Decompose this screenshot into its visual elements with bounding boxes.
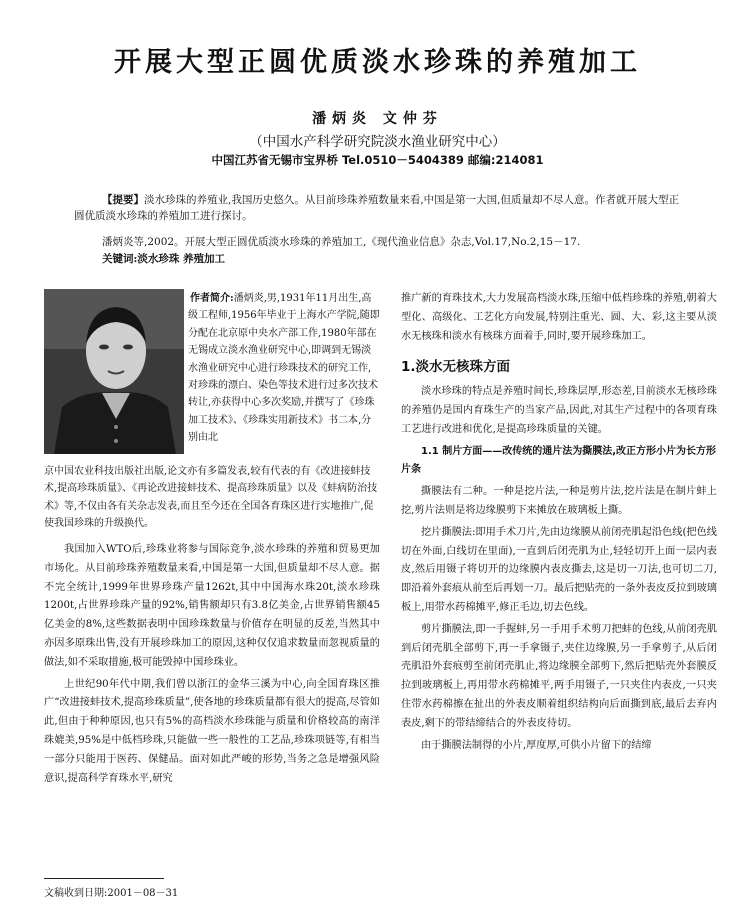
body-paragraph: 撕膜法有二种。一种是挖片法,一种是剪片法,挖片法是在制片蚌上挖,剪片法则是将边缘膜剪下来摊放在玻璃板上撕。 xyxy=(401,486,717,516)
page-title: 开展大型正圆优质淡水珍珠的养殖加工 xyxy=(114,47,641,78)
bio-continued: 京中国农业科技出版社出版,论文亦有多篇发表,较有代表的有《改进接蚌技术,提高珍珠质量》、《再论改进接蚌技术、提高珍珠质量》以及《蚌病防治技术》等,不仅由各有关杂志发表,而且至今还在全国各育珠区进行实地推广,促使我国珍珠的升级换代。 xyxy=(44,466,378,530)
address: 中国江苏省无锡市宝界桥 Tel.0510－5404389 邮编:214081 xyxy=(211,153,544,167)
bio-label: 作者简介: xyxy=(190,293,234,304)
body-paragraph: 由于撕膜法制得的小片,厚度厚,可供小片留下的结缔 xyxy=(421,739,652,751)
abstract-text: 淡水珍珠的养殖业,我国历史悠久。从目前珍珠养殖数量来看,中国是第一大国,但质量却不尽人意。作者就开展大型正圆优质淡水珍珠的养殖加工进行探讨。 xyxy=(74,194,680,222)
abstract xyxy=(74,192,684,224)
left-column xyxy=(44,541,380,791)
body-paragraph: 我国加入WTO后,珍珠业将参与国际竞争,淡水珍珠的养殖和贸易更加市场化。从目前珍珠养殖数量来看,中国是第一大国,但质量却不尽人意。据不完全统计,1999年世界珍珠产量1262t,其中中国海水珠20t,淡水珍珠1200t,占世界珍珠产量的92%,销售额却只有3.8亿美金,占世界销售额45亿美金的8%,这些数据表明中国珍珠数量与价值存在明显的反差,当然其中亦因多原珠出售,没有开展珍珠加工的原因,这种仅仅追求数量而忽视质量的做法,如不采取措施,极可能毁掉中国珍珠业。 xyxy=(44,544,380,668)
citation: 潘炳炎等,2002。开展大型正圆优质淡水珍珠的养殖加工,《现代渔业信息》杂志,Vol.17,No.2,15－17. xyxy=(102,236,581,248)
received-date: 文稿收到日期:2001－08－31 xyxy=(44,888,179,899)
body-paragraph: 推广新的育珠技术,大力发展高档淡水珠,压缩中低档珍珠的养殖,朝着大型化、高级化、工艺化方向发展,特别注重光、圆、大、彩,这主要从淡水无核珠和淡水有核珠方面着手,同时,要开展珍珠加工。 xyxy=(401,293,717,342)
body-paragraph: 挖片撕膜法:即用手术刀片,先由边缘膜从前闭壳肌起沿色线(把色线切在外面,白线切在里面),一直到后闭壳肌为止,轻轻切开上面一层内表皮,然后用镊子将切开的边缘膜内表皮撕去,这是切一刀法,也可切二刀,即沿着外套痕从前至后再划一刀。最后把贴壳的一条外表皮反拉到玻璃板上,用带水药棉摊平,修正毛边,切去色线。 xyxy=(401,526,717,613)
portrait-icon xyxy=(44,289,184,454)
authors: 潘炳炎 文仲芬 xyxy=(312,111,443,127)
subsection-heading: 1.1 制片方面——改传统的通片法为撕膜法,改正方形小片为长方形片条 xyxy=(401,445,716,476)
keywords: 关键词:淡水珍珠 养殖加工 xyxy=(102,253,226,265)
right-column xyxy=(401,290,717,758)
bio-text: 潘炳炎,男,1931年11月出生,高级工程师,1956年毕业于上海水产学院,随即分配在北京原中央水产部工作,1980年部在无锡成立淡水渔业研究中心,即调到无锡淡水渔业研究中心进行珍珠技术的研究工作,对珍珠的漂白、染色等技术进行过多次技术转让,亦获得中心多次奖励,并撰写了《珍珠加工技术》、《珍珠实用新技术》书二本,分别由北 xyxy=(188,293,380,444)
author-portrait xyxy=(44,289,184,454)
body-paragraph: 上世纪90年代中期,我们曾以浙江的金华三溪为中心,向全国育珠区推广“改进接蚌技术,提高珍珠质量”,使各地的珍珠质量都有很大的提高,尽管如此,但由于种种原因,也只有5%的高档淡水珍珠能与质量和价格较高的南洋珠媲美,95%是中低档珍珠,只能做一些一般性的工艺品,珍珠项链等,有相当一部分只能用于医药、保健品。面对如此严峻的形势,当务之急是增强风险意识,提高科学育珠水平,研究 xyxy=(44,678,380,784)
body-paragraph: 淡水珍珠的特点是养殖时间长,珍珠层厚,形态差,目前淡水无核珍珠的养殖仍是国内育珠生产的当家产品,因此,对其生产过程中的各项育珠工艺进行改进和优化,是提高珍珠质量的关键。 xyxy=(401,386,717,435)
bio-block xyxy=(188,290,380,447)
footnote-divider xyxy=(44,878,164,879)
affiliation: （中国水产科学研究院淡水渔业研究中心） xyxy=(249,134,506,150)
section-heading: 1.淡水无核珠方面 xyxy=(401,359,511,376)
body-paragraph: 剪片撕膜法,即一手握蚌,另一手用手术剪刀把蚌的色线,从前闭壳肌到后闭壳肌全部剪下,再一手拿镊子,夹住边缘膜,另一手拿剪子,从后闭壳肌沿外套痕剪至前闭壳肌止,将边缘膜全部剪下,然后把贴壳外套膜反拉到玻璃板上,再用带水药棉摊平,两手用镊子,一只夹住内表皮,一只夹住带水药棉擦在扯出的外表皮顺着组织结构向后面撕到底,最后去弃内表皮,剩下的带结缔结合的外表皮待切。 xyxy=(401,623,717,729)
abstract-label: 【提要】 xyxy=(102,194,144,206)
